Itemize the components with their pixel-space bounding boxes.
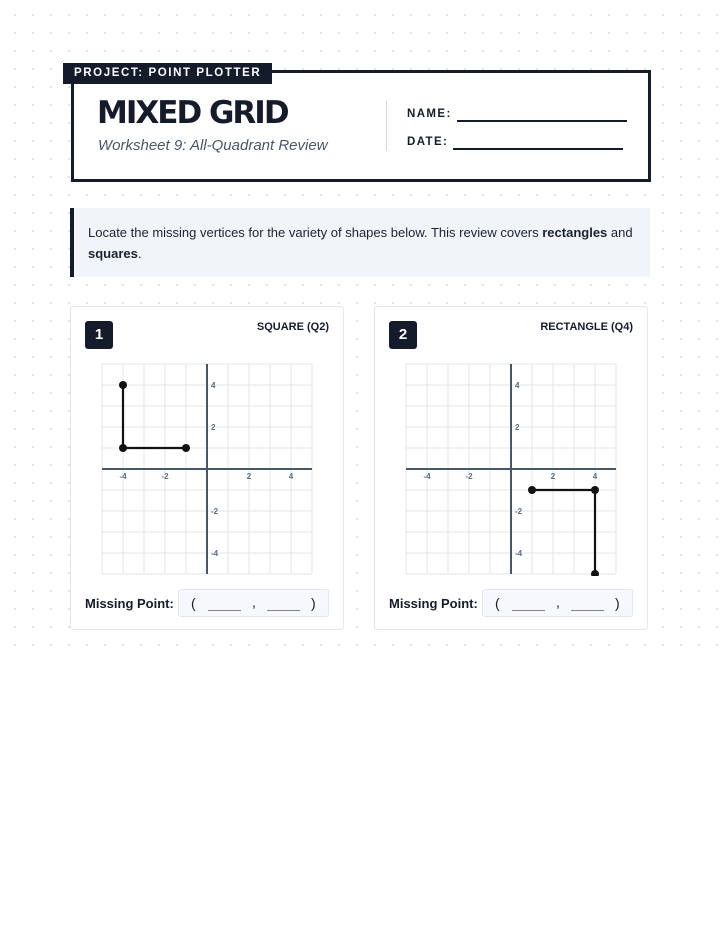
y-tick-label: -2	[211, 507, 219, 516]
vertex-point	[182, 444, 190, 452]
problem-number: 2	[389, 321, 417, 349]
y-tick-label: 2	[515, 423, 520, 432]
x-tick-label: 2	[246, 472, 252, 481]
x-tick-label: -4	[119, 472, 127, 481]
answer-comma: ,	[252, 594, 256, 610]
answer-box[interactable]	[482, 589, 633, 617]
y-tick-label: -2	[515, 507, 523, 516]
problem-label: SQUARE (Q2)	[256, 321, 329, 333]
answer-box[interactable]	[178, 589, 329, 617]
missing-point-label: Missing Point:	[389, 596, 478, 611]
problem-number: 1	[85, 321, 113, 349]
y-tick-label: -4	[211, 549, 219, 558]
shape-path	[123, 385, 186, 448]
date-label: DATE:	[407, 136, 449, 148]
answer-x-blank[interactable]	[512, 610, 545, 611]
vertex-point	[528, 486, 536, 494]
vertex-point	[119, 381, 127, 389]
x-tick-label: -2	[161, 472, 169, 481]
vertex-point	[591, 486, 599, 494]
y-tick-label: 2	[211, 423, 216, 432]
instructions-box	[70, 208, 650, 277]
project-tag: PROJECT: POINT PLOTTER	[63, 63, 272, 84]
answer-y-blank[interactable]	[571, 610, 604, 611]
coordinate-grid	[101, 363, 314, 576]
answer-x-blank[interactable]	[208, 610, 241, 611]
name-field[interactable]	[457, 120, 627, 122]
worksheet-title: MIXED GRID	[97, 95, 288, 131]
x-tick-label: -2	[465, 472, 473, 481]
page-background	[0, 655, 720, 932]
y-tick-label: 4	[515, 381, 520, 390]
vertex-point	[119, 444, 127, 452]
name-label: NAME:	[407, 108, 452, 120]
answer-comma: ,	[556, 594, 560, 610]
x-tick-label: 4	[288, 472, 294, 481]
missing-point-label: Missing Point:	[85, 596, 174, 611]
problem-card-2	[374, 306, 648, 630]
date-field[interactable]	[453, 148, 623, 150]
close-paren: )	[311, 595, 316, 611]
open-paren: (	[191, 595, 196, 611]
vertex-point	[591, 570, 599, 576]
worksheet-header	[71, 70, 651, 182]
y-tick-label: -4	[515, 549, 523, 558]
y-tick-label: 4	[211, 381, 216, 390]
problem-card-1	[70, 306, 344, 630]
worksheet-subtitle: Worksheet 9: All-Quadrant Review	[98, 137, 328, 154]
keyword-squares: squares	[88, 246, 138, 261]
keyword-rectangles: rectangles	[542, 225, 608, 240]
x-tick-label: 4	[592, 472, 598, 481]
coordinate-grid	[405, 363, 618, 576]
instructions-text: Locate the missing vertices for the variety of shapes below. This review covers rectangles and squares.	[88, 225, 633, 261]
close-paren: )	[615, 595, 620, 611]
x-tick-label: -4	[423, 472, 431, 481]
x-tick-label: 2	[550, 472, 556, 481]
header-divider	[386, 101, 387, 151]
open-paren: (	[495, 595, 500, 611]
answer-y-blank[interactable]	[267, 610, 300, 611]
problem-label: RECTANGLE (Q4)	[540, 321, 633, 333]
